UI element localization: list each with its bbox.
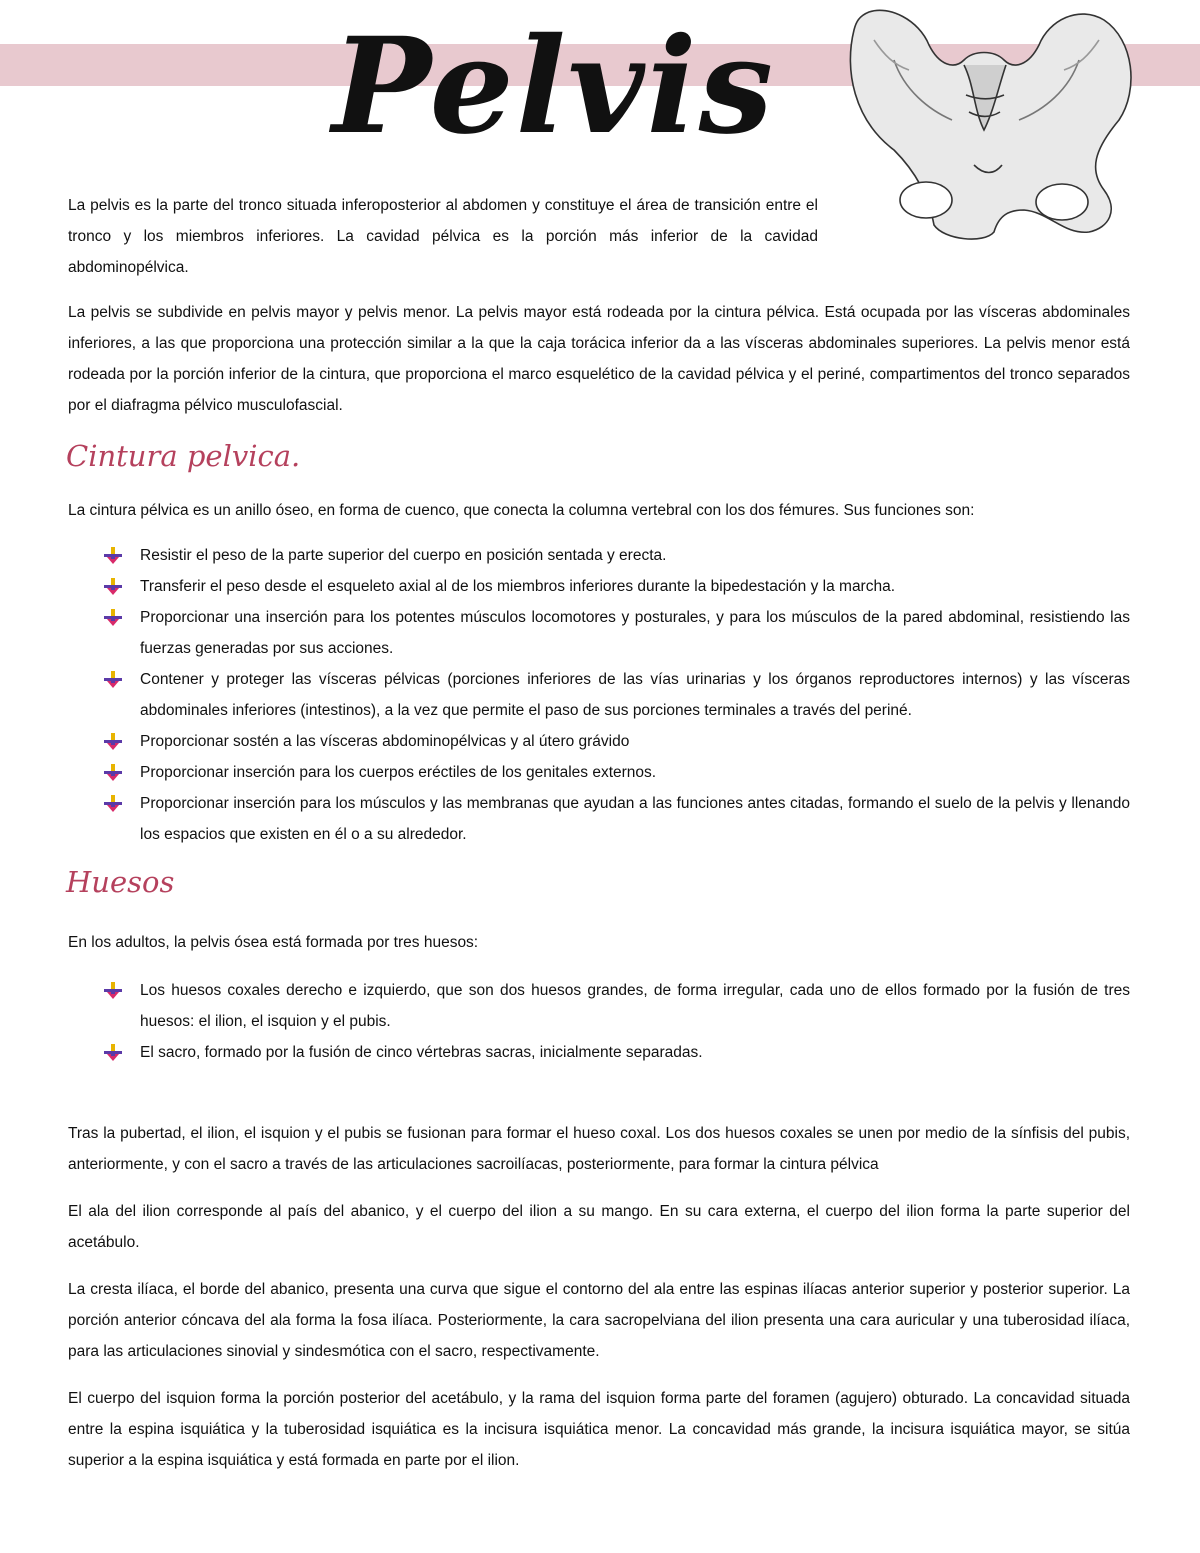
list-item: El sacro, formado por la fusión de cinco vértebras sacras, inicialmente separadas. — [104, 1037, 1130, 1068]
list-item: Los huesos coxales derecho e izquierdo, que son dos huesos grandes, de forma irregular, cada uno de ellos formado por la fusión de tres huesos: el ilion, el isquion y el pubis. — [104, 975, 1130, 1037]
bullet-arrow-icon — [104, 982, 122, 1000]
bullet-arrow-icon — [104, 578, 122, 596]
bullet-arrow-icon — [104, 1044, 122, 1062]
cintura-lead: La cintura pélvica es un anillo óseo, en forma de cuenco, que conecta la columna vertebral con los dos fémures. Sus funciones son: — [68, 502, 975, 519]
isquion-paragraph: El cuerpo del isquion forma la porción posterior del acetábulo, y la rama del isquion forma parte del foramen (agujero) obturado. La concavidad situada entre la espina isquiática y la tuberosidad isquiática es la incisura isquiática menor. La concavidad más grande, la incisura isquiática mayor, se sitúa superior a la espina isquiática y está formada en parte por el ilion. — [68, 1390, 1130, 1469]
bullet-arrow-icon — [104, 733, 122, 751]
list-item: Contener y proteger las vísceras pélvicas (porciones inferiores de las vías urinarias y los órganos reproductores internos) y las vísceras abdominales inferiores (intestinos), a la vez que permite el paso de sus porciones terminales a través del periné. — [104, 664, 1130, 726]
subdivision-paragraph: La pelvis se subdivide en pelvis mayor y pelvis menor. La pelvis mayor está rodeada por la cintura pélvica. Está ocupada por las vísceras abdominales inferiores, a las que proporciona una protección similar a la que la caja torácica inferior da a las vísceras abdominales superiores. La pelvis menor está rodeada por la porción inferior de la cintura, que proporciona el marco esquelético de la cavidad pélvica y el periné, compartimentos del tronco separados por el diafragma pélvico musculofascial. — [68, 304, 1130, 414]
bullet-arrow-icon — [104, 671, 122, 689]
pelvis-illustration — [834, 0, 1140, 244]
list-item: Resistir el peso de la parte superior del cuerpo en posición sentada y erecta. — [104, 540, 1130, 571]
cresta-iliaca-paragraph: La cresta ilíaca, el borde del abanico, presenta una curva que sigue el contorno del ala entre las espinas ilíacas anterior superior y posterior superior. La porción anterior cóncava del ala forma la fosa ilíaca. Posteriormente, la cara sacropelviana del ilion presenta una cara auricular y una tuberosidad ilíaca, para las articulaciones sinovial y sindesmótica con el sacro, respectivamente. — [68, 1281, 1130, 1360]
intro-paragraph: La pelvis es la parte del tronco situada inferoposterior al abdomen y constituye el área de transición entre el tronco y los miembros inferiores. La cavidad pélvica es la porción más inferior de la cavidad abdominopélvica. — [68, 197, 818, 276]
huesos-paragraph-block-4 — [68, 1383, 1130, 1476]
huesos-list — [104, 975, 1130, 1068]
bullet-arrow-icon — [104, 764, 122, 782]
cintura-functions-list — [104, 540, 1130, 850]
list-item: Proporcionar una inserción para los potentes músculos locomotores y posturales, y para los músculos de la pared abdominal, resistiendo las fuerzas generadas por sus acciones. — [104, 602, 1130, 664]
huesos-lead: En los adultos, la pelvis ósea está formada por tres huesos: — [68, 934, 479, 951]
pubertad-paragraph: Tras la pubertad, el ilion, el isquion y el pubis se fusionan para formar el hueso coxal. Los dos huesos coxales se unen por medio de la sínfisis del pubis, anteriormente, y con el sacro a través de las articulaciones sacroilíacas, posteriormente, para formar la cintura pélvica — [68, 1125, 1130, 1173]
huesos-paragraph-block-2 — [68, 1196, 1130, 1258]
list-item: Proporcionar inserción para los músculos y las membranas que ayudan a las funciones antes citadas, formando el suelo de la pelvis y llenando los espacios que existen en él o a su alrededor. — [104, 788, 1130, 850]
list-item: Proporcionar inserción para los cuerpos eréctiles de los genitales externos. — [104, 757, 1130, 788]
bullet-arrow-icon — [104, 609, 122, 627]
heading-huesos: Huesos — [66, 865, 175, 899]
list-item: Transferir el peso desde el esqueleto axial al de los miembros inferiores durante la bipedestación y la marcha. — [104, 571, 1130, 602]
list-item: Proporcionar sostén a las vísceras abdominopélvicas y al útero grávido — [104, 726, 1130, 757]
huesos-lead-block — [68, 927, 1130, 958]
bullet-arrow-icon — [104, 795, 122, 813]
cintura-lead-block — [68, 495, 1130, 526]
ala-ilion-paragraph: El ala del ilion corresponde al país del abanico, y el cuerpo del ilion a su mango. En su cara externa, el cuerpo del ilion forma la parte superior del acetábulo. — [68, 1203, 1130, 1251]
heading-cintura-pelvica: Cintura pelvica. — [66, 439, 301, 473]
huesos-paragraph-block-3 — [68, 1274, 1130, 1367]
pelvis-subdivision-section — [68, 297, 1130, 421]
bullet-arrow-icon — [104, 547, 122, 565]
page-title: Pelvis — [332, 9, 775, 164]
huesos-paragraph-block-1 — [68, 1118, 1130, 1180]
